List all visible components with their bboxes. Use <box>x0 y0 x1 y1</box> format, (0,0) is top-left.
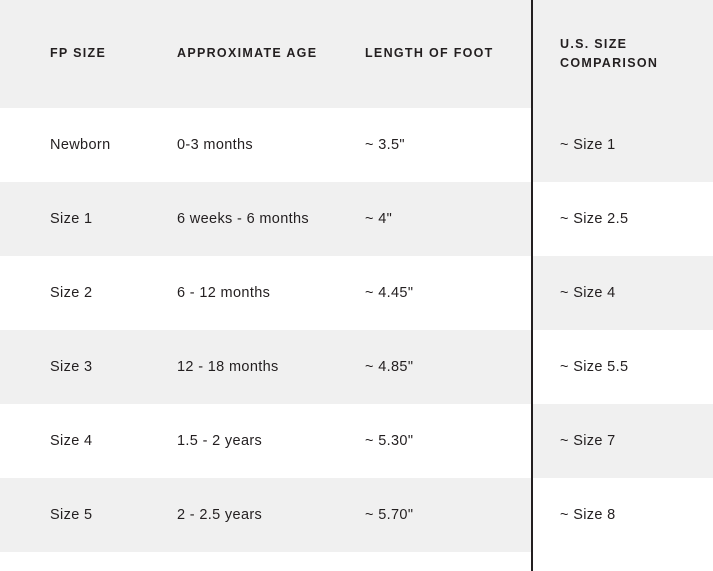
table-body <box>0 108 713 552</box>
table-row <box>0 256 713 330</box>
cell-us-size-comparison: ~ Size 1 <box>532 108 713 182</box>
cell-length-of-foot: ~ 3.5" <box>357 108 532 182</box>
cell-fp-size: Size 2 <box>0 256 163 330</box>
cell-fp-size: Size 5 <box>0 478 163 552</box>
cell-length-of-foot: ~ 4" <box>357 182 532 256</box>
cell-length-of-foot: ~ 4.45" <box>357 256 532 330</box>
cell-fp-size: Size 1 <box>0 182 163 256</box>
cell-approximate-age: 1.5 - 2 years <box>163 404 357 478</box>
column-header-fp-size: FP SIZE <box>0 0 163 108</box>
cell-approximate-age: 2 - 2.5 years <box>163 478 357 552</box>
cell-us-size-comparison: ~ Size 8 <box>532 478 713 552</box>
table-row <box>0 108 713 182</box>
cell-fp-size: Size 4 <box>0 404 163 478</box>
cell-length-of-foot: ~ 5.70" <box>357 478 532 552</box>
cell-approximate-age: 0-3 months <box>163 108 357 182</box>
table-row <box>0 330 713 404</box>
cell-length-of-foot: ~ 4.85" <box>357 330 532 404</box>
header-row <box>0 0 713 108</box>
cell-approximate-age: 6 - 12 months <box>163 256 357 330</box>
cell-us-size-comparison: ~ Size 2.5 <box>532 182 713 256</box>
table-row <box>0 404 713 478</box>
cell-length-of-foot: ~ 5.30" <box>357 404 532 478</box>
cell-approximate-age: 12 - 18 months <box>163 330 357 404</box>
cell-us-size-comparison: ~ Size 4 <box>532 256 713 330</box>
cell-us-size-comparison: ~ Size 7 <box>532 404 713 478</box>
cell-fp-size: Newborn <box>0 108 163 182</box>
cell-approximate-age: 6 weeks - 6 months <box>163 182 357 256</box>
table-row <box>0 182 713 256</box>
column-header-us-size-comparison: U.S. SIZE COMPARISON <box>532 0 713 108</box>
column-header-approximate-age: APPROXIMATE AGE <box>163 0 357 108</box>
table-row <box>0 478 713 552</box>
cell-fp-size: Size 3 <box>0 330 163 404</box>
column-header-length-of-foot: LENGTH OF FOOT <box>357 0 532 108</box>
table-header <box>0 0 713 108</box>
cell-us-size-comparison: ~ Size 5.5 <box>532 330 713 404</box>
